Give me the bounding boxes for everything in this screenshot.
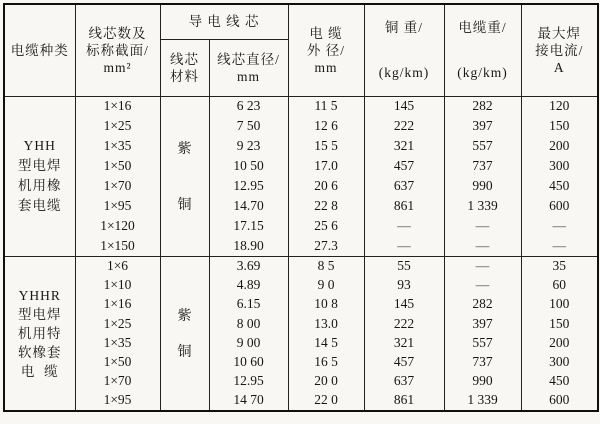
max-current-value: 600 [549, 392, 570, 408]
header-copper-weight [364, 4, 444, 96]
cable-type-line: 套电缆 [18, 198, 62, 213]
max-current-value: 100 [549, 296, 570, 312]
core-size-value: 1×70 [103, 373, 132, 389]
table-section-yhhr [4, 256, 598, 411]
core-diameter-value: 12.95 [233, 177, 264, 193]
copper-weight-value: 637 [393, 177, 415, 193]
cable-od-value: 22 0 [314, 392, 338, 408]
header-row-1 [4, 4, 598, 39]
copper-weight-value: — [397, 217, 411, 233]
cable-od-value: 10 8 [314, 296, 338, 312]
cable-weight-value: 397 [472, 118, 493, 134]
header-conductor-text [161, 5, 288, 39]
core-size-value: 1×95 [103, 197, 132, 213]
copper-weight-value: 861 [393, 197, 415, 213]
core-diameter-value: 7 50 [236, 118, 261, 134]
cable-weight-value: — [475, 277, 490, 293]
core-diameter-column [209, 256, 288, 411]
max-current-value: 600 [549, 197, 570, 213]
copper-weight-value: 222 [393, 118, 415, 134]
cable-od-column [288, 256, 364, 411]
core-size-value: 1×95 [103, 392, 132, 408]
cable-type-label [5, 257, 75, 411]
core-diameter-value: 17.15 [233, 217, 264, 233]
max-current-value: 200 [549, 334, 570, 350]
cable-od-value: 27.3 [314, 237, 338, 253]
cable-weight-value: 737 [472, 158, 493, 174]
cable-weight-value: 1 339 [467, 392, 498, 408]
max-current-column [521, 256, 598, 411]
core-size-column [75, 256, 160, 411]
header-line: 铜 重/ [384, 20, 424, 36]
cable-weight-value: 282 [472, 296, 493, 312]
copper-weight-value: 457 [393, 354, 415, 370]
cable-od-value: 20 6 [314, 177, 338, 193]
cable-weight-value: 557 [472, 334, 493, 350]
copper-weight-value: 457 [393, 158, 415, 174]
cable-od-column [288, 96, 364, 256]
core-material-cell [160, 256, 209, 411]
core-material-cell [160, 96, 209, 256]
header-cable-type [4, 4, 75, 96]
max-current-value: 450 [549, 177, 570, 193]
header-line: 接电流/ [535, 42, 584, 58]
max-current-value: — [552, 237, 566, 253]
cable-type-line: 机用橡 [18, 178, 62, 193]
cable-weight-value: 397 [472, 315, 493, 331]
table-section-yhh [4, 96, 598, 256]
copper-weight-value: 321 [393, 138, 415, 154]
core-material-label [161, 97, 209, 256]
header-max-current-text [522, 5, 598, 96]
header-line: 线芯 [170, 51, 199, 67]
cable-type-line: 电 缆 [20, 363, 59, 379]
header-core-material [160, 39, 209, 96]
cable-weight-column [444, 96, 521, 256]
cable-weight-values [445, 97, 521, 256]
copper-weight-value: 55 [397, 258, 411, 274]
cable-weight-value: — [475, 237, 490, 253]
cable-od-value: 16 5 [314, 354, 338, 370]
cable-od-value: 22 8 [314, 197, 338, 213]
copper-weight-values [365, 257, 444, 411]
cable-weight-value: 737 [472, 354, 493, 370]
header-core-diameter-text [210, 40, 288, 96]
cable-od-values [289, 97, 364, 256]
core-size-values [76, 97, 160, 256]
core-diameter-values [210, 97, 288, 256]
cable-od-value: 15 5 [314, 138, 338, 154]
max-current-value: 150 [549, 315, 570, 331]
core-diameter-value: 18.90 [233, 237, 264, 253]
core-size-value: 1×10 [103, 277, 132, 293]
core-diameter-value: 10 60 [233, 354, 264, 370]
max-current-value: 120 [549, 98, 570, 114]
core-size-value: 1×6 [106, 258, 129, 274]
core-size-value: 1×25 [103, 118, 132, 134]
material-char: 紫 [177, 142, 192, 157]
max-current-value: 200 [549, 138, 570, 154]
header-line: 电缆种类 [10, 42, 69, 58]
material-char: 铜 [177, 345, 192, 361]
cable-weight-value: 1 339 [467, 197, 498, 213]
header-cable-weight [444, 4, 521, 96]
cable-od-value: 12 6 [314, 118, 338, 134]
cable-type-cell [4, 96, 75, 256]
copper-weight-column [364, 96, 444, 256]
header-line: (kg/km) [457, 65, 508, 81]
cable-weight-value: 282 [472, 98, 493, 114]
header-cable-od [288, 4, 364, 96]
header-line: 最大焊 [537, 25, 581, 41]
copper-weight-value: 145 [393, 296, 415, 312]
cable-od-value: 8 5 [317, 258, 335, 274]
cable-od-value: 25 6 [314, 217, 338, 233]
core-diameter-value: 3.69 [236, 258, 261, 274]
max-current-values [522, 257, 598, 411]
max-current-value: 300 [549, 354, 570, 370]
cable-od-value: 20 0 [314, 373, 338, 389]
core-material-label [161, 257, 209, 411]
header-line: 电缆重/ [458, 20, 507, 36]
core-size-column [75, 96, 160, 256]
copper-weight-column [364, 256, 444, 411]
cable-type-line: 型电焊 [18, 158, 62, 173]
header-line: (kg/km) [378, 65, 430, 81]
core-size-value: 1×16 [103, 296, 132, 312]
core-size-value: 1×70 [103, 177, 132, 193]
core-size-value: 1×25 [103, 315, 132, 331]
core-diameter-value: 14.70 [233, 197, 264, 213]
copper-weight-value: — [397, 237, 411, 253]
copper-weight-value: 93 [397, 277, 411, 293]
core-diameter-value: 4.89 [236, 277, 261, 293]
max-current-column [521, 96, 598, 256]
header-line: 电 缆 [309, 25, 343, 41]
header-line: 标称截面/ [86, 42, 149, 58]
cable-type-line: YHHR [18, 287, 61, 303]
max-current-value: 450 [549, 373, 570, 389]
core-size-value: 1×35 [103, 334, 132, 350]
max-current-value: 300 [549, 158, 570, 174]
header-conductor-group [160, 4, 288, 39]
copper-weight-value: 222 [393, 315, 415, 331]
header-line: 线芯数及 [88, 25, 147, 41]
header-line: 材料 [170, 68, 199, 84]
core-size-value: 1×35 [103, 138, 132, 154]
header-line: mm² [103, 59, 132, 75]
cable-od-value: 13.0 [314, 315, 338, 331]
core-diameter-value: 6 23 [236, 98, 261, 114]
cable-type-line: 机用特 [18, 325, 62, 341]
core-size-value: 1×16 [103, 98, 132, 114]
cable-type-cell [4, 256, 75, 411]
core-size-values [76, 257, 160, 411]
cable-od-values [289, 257, 364, 411]
core-diameter-column [209, 96, 288, 256]
header-cable-type-text [5, 5, 75, 96]
cable-weight-column [444, 256, 521, 411]
header-line: 导 电 线 芯 [188, 14, 260, 30]
cable-weight-value: 557 [472, 138, 493, 154]
core-diameter-value: 12.95 [233, 373, 264, 389]
cable-od-value: 11 5 [314, 98, 338, 114]
header-line: A [553, 59, 565, 75]
max-current-value: — [552, 217, 566, 233]
cable-od-value: 9 0 [317, 277, 335, 293]
cable-type-line: 型电焊 [18, 306, 62, 322]
core-diameter-value: 9 00 [236, 334, 261, 350]
core-size-value: 1×150 [100, 237, 135, 253]
header-core-count-section [75, 4, 160, 96]
cable-spec-table [3, 3, 599, 412]
core-size-value: 1×50 [103, 158, 132, 174]
header-line: mm [236, 68, 260, 84]
header-core-diameter [209, 39, 288, 96]
copper-weight-value: 861 [393, 392, 415, 408]
header-core-material-text [161, 40, 209, 96]
cable-type-line: YHH [23, 138, 56, 153]
header-line: 外 径/ [306, 42, 346, 58]
cable-od-value: 17.0 [314, 158, 338, 174]
cable-weight-values [445, 257, 521, 411]
core-diameter-value: 8 00 [236, 315, 261, 331]
max-current-value: 150 [549, 118, 570, 134]
copper-weight-value: 637 [393, 373, 415, 389]
cable-weight-value: 990 [472, 177, 493, 193]
core-diameter-value: 9 23 [236, 138, 261, 154]
cable-weight-value: 990 [472, 373, 493, 389]
copper-weight-value: 321 [393, 334, 415, 350]
header-line: mm [314, 59, 338, 75]
max-current-value: 60 [552, 277, 566, 293]
header-max-current [521, 4, 598, 96]
cable-weight-value: — [475, 217, 490, 233]
header-core-count-text [76, 5, 160, 96]
material-char: 铜 [177, 198, 192, 213]
copper-weight-values [365, 97, 444, 256]
core-diameter-value: 6.15 [236, 296, 261, 312]
header-cable-od-text [289, 5, 364, 96]
core-diameter-value: 14 70 [233, 392, 264, 408]
core-diameter-value: 10 50 [233, 158, 264, 174]
header-line: 线芯直径/ [217, 51, 280, 67]
max-current-values [522, 97, 598, 256]
header-copper-weight-text [365, 5, 444, 96]
core-size-value: 1×120 [100, 217, 135, 233]
cable-od-value: 14 5 [314, 334, 338, 350]
header-cable-weight-text [445, 5, 521, 96]
material-char: 紫 [177, 309, 192, 325]
cable-type-line: 软橡套 [18, 344, 62, 360]
core-size-value: 1×50 [103, 354, 132, 370]
cable-weight-value: — [475, 258, 490, 274]
copper-weight-value: 145 [393, 98, 415, 114]
cable-type-label [5, 97, 75, 256]
core-diameter-values [210, 257, 288, 411]
max-current-value: 35 [552, 258, 566, 274]
